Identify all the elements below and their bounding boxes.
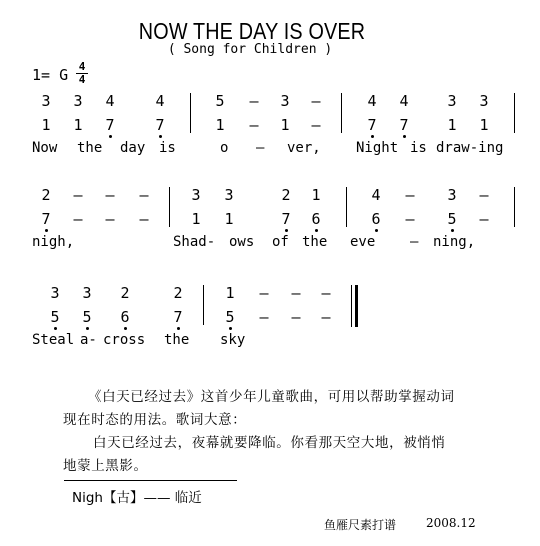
time-signature-top: 4: [78, 60, 86, 73]
upper-note: 3: [50, 284, 60, 302]
lower-note: 6: [120, 308, 130, 326]
upper-note: 1: [311, 186, 321, 204]
lyric-word: Now: [32, 140, 58, 156]
lower-note: 7: [399, 116, 409, 134]
lower-octave-dot: [159, 135, 162, 138]
upper-note: 2: [41, 186, 51, 204]
upper-note: –: [479, 186, 489, 204]
time-signature: [76, 62, 88, 85]
lower-note: 7: [281, 210, 291, 228]
lower-note: 6: [371, 210, 381, 228]
upper-note: –: [259, 284, 269, 302]
upper-note: 4: [367, 92, 377, 110]
bar-line: [514, 93, 515, 133]
lower-note: –: [321, 308, 331, 326]
upper-note: 3: [82, 284, 92, 302]
lower-note: 1: [280, 116, 290, 134]
lower-octave-dot: [45, 229, 48, 232]
lower-octave-dot: [451, 229, 454, 232]
lower-note: –: [249, 116, 259, 134]
lower-octave-dot: [109, 135, 112, 138]
lower-octave-dot: [229, 327, 232, 330]
lower-note: –: [139, 210, 149, 228]
note-paragraph-2-line-2: 地蒙上黑影。: [63, 458, 148, 474]
lower-note: 5: [50, 308, 60, 326]
upper-note: 1: [225, 284, 235, 302]
lower-note: –: [105, 210, 115, 228]
lower-note: 1: [447, 116, 457, 134]
lower-octave-dot: [54, 327, 57, 330]
lyric-word: ver,: [287, 140, 321, 156]
lyric-word: Shad-: [173, 234, 216, 250]
lower-note: 6: [311, 210, 321, 228]
lower-note: –: [405, 210, 415, 228]
lower-octave-dot: [403, 135, 406, 138]
upper-note: 3: [447, 92, 457, 110]
transcription-date: 2008.12: [426, 516, 476, 530]
upper-note: –: [73, 186, 83, 204]
bar-line: [341, 93, 342, 133]
lower-note: –: [479, 210, 489, 228]
lower-note: 7: [367, 116, 377, 134]
upper-note: 2: [120, 284, 130, 302]
lyric-word: of: [272, 234, 289, 250]
upper-note: 4: [155, 92, 165, 110]
lyric-word: Night: [356, 140, 399, 156]
lyric-word: day: [120, 140, 146, 156]
lower-note: 5: [82, 308, 92, 326]
upper-note: 4: [399, 92, 409, 110]
upper-note: –: [291, 284, 301, 302]
time-signature-bottom: 4: [78, 73, 86, 86]
lower-note: –: [73, 210, 83, 228]
upper-note: 3: [280, 92, 290, 110]
note-paragraph-1-line-1: 《白天已经过去》这首少年儿童歌曲，可用以帮助掌握动词: [88, 389, 455, 405]
upper-note: –: [321, 284, 331, 302]
lyric-word: is: [410, 140, 427, 156]
lower-note: 1: [73, 116, 83, 134]
upper-note: 3: [41, 92, 51, 110]
final-barline-thick: [355, 285, 358, 327]
bar-line: [514, 187, 515, 227]
bar-line: [169, 187, 170, 227]
upper-note: 2: [173, 284, 183, 302]
upper-note: 3: [73, 92, 83, 110]
upper-note: 4: [105, 92, 115, 110]
transcriber-signature: 鱼雁尺素打谱: [324, 518, 397, 532]
lower-octave-dot: [124, 327, 127, 330]
upper-note: 3: [224, 186, 234, 204]
footnote-rule: [64, 480, 237, 481]
upper-note: 5: [215, 92, 225, 110]
upper-note: 3: [191, 186, 201, 204]
lyric-word: ows: [229, 234, 255, 250]
lyric-word: sky: [220, 332, 246, 348]
lyric-word: the: [302, 234, 328, 250]
lyric-word: eve: [350, 234, 376, 250]
key-signature: 1= G: [32, 66, 69, 84]
lower-octave-dot: [177, 327, 180, 330]
lower-note: 1: [41, 116, 51, 134]
vocabulary-gloss: Nigh【古】—— 临近: [72, 490, 202, 506]
note-paragraph-1-line-2: 现在时态的用法。歌词大意：: [63, 412, 247, 428]
song-title: NOW THE DAY IS OVER: [138, 18, 366, 44]
lyric-word: a-: [80, 332, 97, 348]
song-subtitle: ( Song for Children ): [167, 42, 333, 57]
lower-octave-dot: [285, 229, 288, 232]
upper-note: 3: [479, 92, 489, 110]
lower-note: 1: [479, 116, 489, 134]
bar-line: [203, 285, 204, 325]
lower-note: 5: [225, 308, 235, 326]
lower-octave-dot: [315, 229, 318, 232]
lower-note: 1: [215, 116, 225, 134]
upper-note: 3: [447, 186, 457, 204]
upper-note: –: [311, 92, 321, 110]
lyric-word: Steal: [32, 332, 75, 348]
lower-note: 7: [155, 116, 165, 134]
lower-octave-dot: [371, 135, 374, 138]
lyric-word: o: [220, 140, 229, 156]
lyric-word: the: [164, 332, 190, 348]
lyric-word: is: [159, 140, 176, 156]
lower-note: 7: [41, 210, 51, 228]
upper-note: 4: [371, 186, 381, 204]
lower-note: –: [259, 308, 269, 326]
lower-note: 1: [224, 210, 234, 228]
final-barline-thin: [351, 285, 352, 327]
lower-note: 7: [105, 116, 115, 134]
lyric-word: –: [410, 234, 419, 250]
upper-note: 2: [281, 186, 291, 204]
lower-octave-dot: [86, 327, 89, 330]
upper-note: –: [249, 92, 259, 110]
lower-note: 1: [191, 210, 201, 228]
bar-line: [346, 187, 347, 227]
lyric-word: draw-ing: [436, 140, 504, 156]
lyric-word: cross: [103, 332, 146, 348]
lyric-word: the: [77, 140, 103, 156]
lyric-word: –: [256, 140, 265, 156]
lower-octave-dot: [375, 229, 378, 232]
lower-note: –: [291, 308, 301, 326]
lower-note: –: [311, 116, 321, 134]
lyric-word: nigh,: [32, 234, 75, 250]
lyric-word: ning,: [433, 234, 476, 250]
note-paragraph-2-line-1: 白天已经过去，夜幕就要降临。你看那天空大地，被悄悄: [93, 435, 446, 451]
upper-note: –: [405, 186, 415, 204]
lower-note: 7: [173, 308, 183, 326]
lower-note: 5: [447, 210, 457, 228]
upper-note: –: [105, 186, 115, 204]
bar-line: [190, 93, 191, 133]
upper-note: –: [139, 186, 149, 204]
